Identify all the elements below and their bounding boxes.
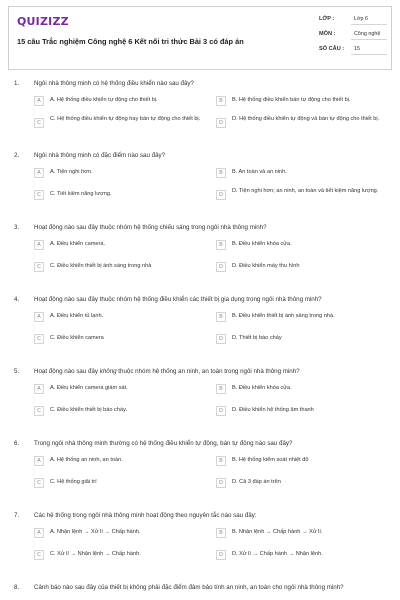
- option-text: A. Điều khiển tủ lạnh.: [50, 313, 104, 319]
- question-number: 1.: [14, 80, 20, 87]
- meta-row-subject: [319, 28, 391, 43]
- option-a[interactable]: [34, 525, 204, 543]
- question-text-emphasis: không: [99, 368, 117, 375]
- question-number: 3.: [14, 224, 20, 231]
- option-b[interactable]: [216, 453, 386, 471]
- option-text: B. An toàn và an ninh.: [232, 169, 287, 175]
- option-text: C. Xử lí → Nhận lệnh → Chấp hành.: [50, 551, 141, 557]
- option-letter: D: [216, 118, 226, 128]
- meta-box: [319, 13, 391, 58]
- meta-key: SỐ CÂU :: [319, 46, 345, 52]
- option-b[interactable]: [216, 309, 386, 327]
- option-letter: C: [34, 406, 44, 416]
- option-letter: C: [34, 190, 44, 200]
- option-text: D. Thiết bị báo cháy: [232, 335, 282, 341]
- option-d[interactable]: [216, 115, 386, 133]
- option-text: C. Hệ thống điều khiển tự động hay bán tự động cho thiết bị.: [50, 116, 201, 122]
- meta-row-class: [319, 13, 391, 28]
- option-c[interactable]: [34, 115, 204, 133]
- option-d[interactable]: [216, 547, 386, 565]
- question-text: Ngôi nhà thông minh có đặc điểm nào sau đây?: [34, 152, 166, 159]
- question-text-part: Hoạt động nào sau đây: [34, 368, 100, 375]
- meta-value: Lớp 6: [351, 14, 387, 25]
- option-text: D. Tiện nghi hơn; an ninh, an toàn và tiết kiệm năng lượng.: [232, 188, 379, 194]
- question-text: Hoạt động nào sau đây thuộc nhóm hệ thống chiếu sáng trong ngôi nhà thông minh?: [34, 224, 267, 231]
- question-text: Hoạt động nào sau đây thuộc nhóm hệ thống điều khiển các thiết bị gia dụng trong ngôi nhà thông minh?: [34, 296, 322, 303]
- question-text: Các hệ thống trong ngôi nhà thông minh hoạt động theo nguyên tắc nào sau đây:: [34, 512, 257, 519]
- option-a[interactable]: [34, 165, 204, 183]
- option-text: C. Điều khiển thiết bị báo cháy.: [50, 407, 128, 413]
- question-text: Trong ngôi nhà thông minh thường có hệ thống điều khiển tự động, bán tự động nào sau đây?: [34, 440, 293, 447]
- option-letter: A: [34, 528, 44, 538]
- option-letter: C: [34, 118, 44, 128]
- option-text: B. Nhận lệnh → Chấp hành → Xử lí.: [232, 529, 323, 535]
- option-text: B. Điều khiển thiết bị ánh sáng trong nhà.: [232, 313, 335, 319]
- option-letter: A: [34, 168, 44, 178]
- option-text: D. Cả 3 đáp án trên: [232, 479, 281, 485]
- question-1: [0, 76, 400, 148]
- question-number: 8.: [14, 584, 20, 591]
- option-text: A. Tiện nghi hơn.: [50, 169, 93, 175]
- document-title: 15 câu Trắc nghiệm Công nghệ 6 Kết nối tri thức Bài 3 có đáp án: [17, 37, 244, 46]
- option-letter: A: [34, 384, 44, 394]
- option-letter: C: [34, 478, 44, 488]
- meta-key: MÔN :: [319, 31, 336, 37]
- option-c[interactable]: [34, 547, 204, 565]
- option-text: B. Hệ thống kiểm soát nhiệt độ: [232, 457, 309, 463]
- meta-value: Công nghệ: [351, 29, 387, 40]
- meta-key: LỚP :: [319, 16, 335, 22]
- option-letter: B: [216, 96, 226, 106]
- option-text: D. Điều khiển máy thu hình: [232, 263, 300, 269]
- option-letter: B: [216, 312, 226, 322]
- question-text: [34, 368, 390, 375]
- option-letter: A: [34, 240, 44, 250]
- option-text: B. Điều khiển khóa cửa.: [232, 385, 292, 391]
- option-letter: D: [216, 406, 226, 416]
- option-letter: B: [216, 456, 226, 466]
- option-c[interactable]: [34, 475, 204, 493]
- question-number: 5.: [14, 368, 20, 375]
- option-text: C. Điều khiển camera: [50, 335, 104, 341]
- option-letter: A: [34, 456, 44, 466]
- meta-row-count: [319, 43, 391, 58]
- option-letter: D: [216, 190, 226, 200]
- option-b[interactable]: [216, 525, 386, 543]
- option-d[interactable]: [216, 475, 386, 493]
- question-text: Cảnh báo nào sau đây của thiết bị không phải đặc điểm đảm bảo tính an ninh, an toàn cho ngôi nhà thông minh?: [34, 584, 344, 591]
- option-text: D. Xử lí → Chấp hành → Nhận lệnh.: [232, 551, 323, 557]
- option-text: A. Hệ thống điều khiển tự động cho thiết bị.: [50, 97, 158, 103]
- option-text: A. Điều khiển camera.: [50, 241, 106, 247]
- question-number: 4.: [14, 296, 20, 303]
- option-a[interactable]: [34, 381, 204, 399]
- option-text: C. Hệ thống giải trí: [50, 479, 97, 485]
- question-8: [0, 580, 400, 594]
- option-c[interactable]: [34, 403, 204, 421]
- option-a[interactable]: [34, 93, 204, 111]
- option-c[interactable]: [34, 187, 204, 205]
- question-6: [0, 436, 400, 508]
- option-letter: C: [34, 262, 44, 272]
- option-letter: C: [34, 334, 44, 344]
- option-text: D. Điều khiển hệ thống âm thanh: [232, 407, 314, 413]
- option-letter: B: [216, 240, 226, 250]
- question-2: [0, 148, 400, 220]
- option-text: D. Hệ thống điều khiển tự động và bán tự động cho thiết bị.: [232, 116, 380, 122]
- option-letter: B: [216, 384, 226, 394]
- option-text: A. Hệ thống an ninh, an toàn.: [50, 457, 123, 463]
- option-letter: D: [216, 334, 226, 344]
- question-number: 6.: [14, 440, 20, 447]
- option-a[interactable]: [34, 309, 204, 327]
- option-text: A. Nhận lệnh → Xử lí → Chấp hành.: [50, 529, 141, 535]
- question-text-part: thuộc nhóm hệ thống an ninh, an toàn trong ngôi nhà thông minh?: [116, 368, 300, 375]
- question-list: [0, 76, 400, 594]
- option-letter: A: [34, 96, 44, 106]
- option-b[interactable]: [216, 381, 386, 399]
- option-c[interactable]: [34, 331, 204, 349]
- question-3: [0, 220, 400, 292]
- meta-value: 15: [351, 44, 387, 55]
- option-a[interactable]: [34, 237, 204, 255]
- option-d[interactable]: [216, 403, 386, 421]
- question-number: 2.: [14, 152, 20, 159]
- question-number: 7.: [14, 512, 20, 519]
- option-c[interactable]: [34, 259, 204, 277]
- option-b[interactable]: [216, 165, 386, 183]
- option-text: B. Hệ thống điều khiển bán tự động cho thiết bị.: [232, 97, 351, 103]
- option-letter: A: [34, 312, 44, 322]
- option-text: B. Điều khiển khóa cửa.: [232, 241, 292, 247]
- option-letter: D: [216, 262, 226, 272]
- option-letter: D: [216, 550, 226, 560]
- option-letter: C: [34, 550, 44, 560]
- option-text: A. Điều khiển camera giám sát.: [50, 385, 128, 391]
- worksheet-header: [8, 6, 392, 70]
- option-d[interactable]: [216, 259, 386, 277]
- option-b[interactable]: [216, 237, 386, 255]
- question-7: [0, 508, 400, 580]
- quizizz-logo: QUIZIZZ: [17, 15, 69, 28]
- option-a[interactable]: [34, 453, 204, 471]
- option-b[interactable]: [216, 93, 386, 111]
- option-text: C. Tiết kiệm năng lượng.: [50, 191, 112, 197]
- option-d[interactable]: [216, 331, 386, 349]
- question-text: Ngôi nhà thông minh có hệ thống điều khiển nào sau đây?: [34, 80, 194, 87]
- option-letter: D: [216, 478, 226, 488]
- question-5: [0, 364, 400, 436]
- option-text: C. Điều khiển thiết bị ánh sáng trong nhà: [50, 263, 152, 269]
- option-d[interactable]: [216, 187, 386, 205]
- option-letter: B: [216, 168, 226, 178]
- option-letter: B: [216, 528, 226, 538]
- question-4: [0, 292, 400, 364]
